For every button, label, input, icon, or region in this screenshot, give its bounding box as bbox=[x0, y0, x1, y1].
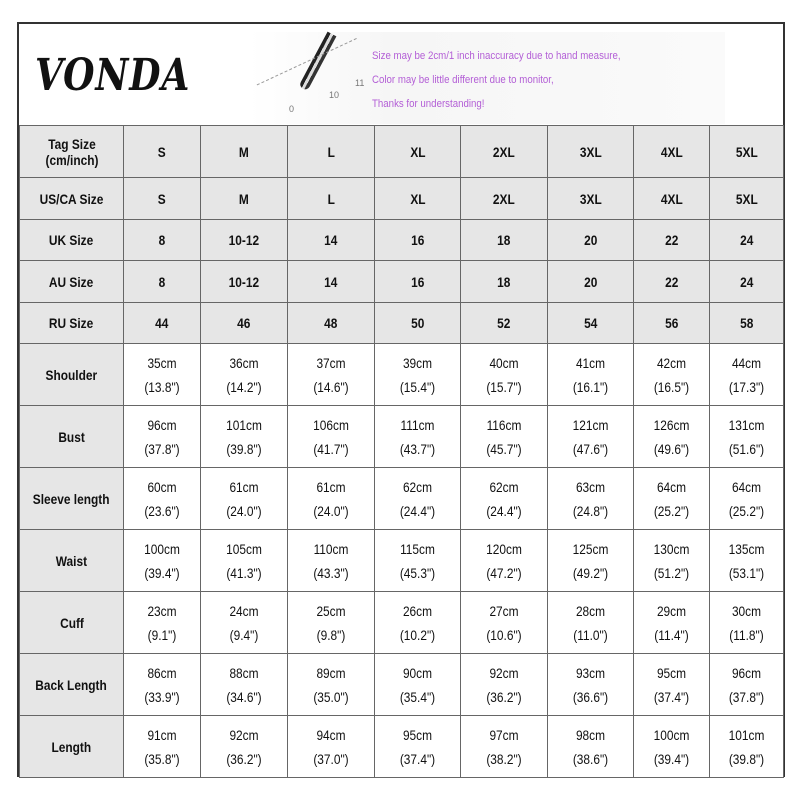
cm-value: 89cm bbox=[316, 664, 346, 681]
measurement-cell bbox=[124, 654, 201, 716]
measurement-cell bbox=[375, 716, 461, 778]
cm-value: 135cm bbox=[728, 540, 765, 557]
inch-value: (37.4") bbox=[399, 750, 436, 767]
size-cell bbox=[461, 126, 548, 178]
measurement-cell bbox=[634, 344, 710, 406]
measurement-cell bbox=[461, 716, 548, 778]
row-label bbox=[20, 716, 124, 778]
measurement-cell bbox=[710, 468, 784, 530]
note-line: Color may be little different due to monitor, bbox=[372, 74, 554, 86]
cm-value: 64cm bbox=[656, 478, 687, 495]
size-value: 22 bbox=[664, 273, 679, 290]
measurement-cell bbox=[288, 592, 375, 654]
cm-value: 100cm bbox=[144, 540, 180, 557]
measurement-cell bbox=[548, 654, 634, 716]
row-label-text: Tag Size (cm/inch) bbox=[45, 135, 98, 168]
size-cell bbox=[634, 126, 710, 178]
inch-value: (24.4") bbox=[399, 502, 436, 519]
cm-value: 92cm bbox=[489, 664, 519, 681]
cm-value: 64cm bbox=[731, 478, 762, 495]
size-value: 48 bbox=[324, 315, 338, 331]
size-chart bbox=[17, 22, 785, 777]
size-value: L bbox=[327, 190, 335, 207]
measurement-cell bbox=[375, 654, 461, 716]
measurement-cell bbox=[124, 592, 201, 654]
cm-value: 24cm bbox=[229, 602, 259, 619]
inch-value: (10.2") bbox=[399, 626, 436, 643]
banner bbox=[19, 24, 783, 127]
cm-value: 105cm bbox=[226, 540, 262, 557]
size-value: 50 bbox=[410, 315, 425, 331]
measurement-cell bbox=[461, 592, 548, 654]
size-value: 14 bbox=[324, 232, 338, 248]
cm-value: 91cm bbox=[147, 726, 177, 743]
inch-value: (49.2") bbox=[572, 564, 609, 581]
cm-value: 130cm bbox=[653, 540, 690, 557]
measurement-cell bbox=[288, 654, 375, 716]
size-cell bbox=[375, 303, 461, 344]
size-value: 5XL bbox=[735, 190, 758, 207]
inch-value: (36.6") bbox=[572, 688, 609, 705]
measurement-cell bbox=[710, 592, 784, 654]
cm-value: 98cm bbox=[575, 726, 606, 743]
cm-value: 28cm bbox=[575, 602, 606, 619]
size-cell bbox=[710, 261, 784, 303]
inch-value: (24.0") bbox=[226, 502, 262, 519]
measurement-cell bbox=[634, 654, 710, 716]
size-value: 58 bbox=[739, 315, 754, 331]
inch-value: (14.6") bbox=[313, 378, 349, 395]
inch-value: (41.7") bbox=[313, 440, 349, 457]
cm-value: 92cm bbox=[229, 726, 259, 743]
size-cell bbox=[461, 178, 548, 220]
inch-value: (39.8") bbox=[226, 440, 262, 457]
size-value: 10-12 bbox=[228, 232, 260, 248]
cm-value: 62cm bbox=[489, 478, 519, 495]
row-label bbox=[20, 592, 124, 654]
size-cell bbox=[710, 126, 784, 178]
inch-value: (34.6") bbox=[226, 688, 262, 705]
size-value: 18 bbox=[497, 232, 511, 248]
inch-value: (37.8") bbox=[144, 440, 180, 457]
inch-value: (9.1") bbox=[147, 626, 177, 643]
measurement-cell bbox=[461, 344, 548, 406]
size-value: 20 bbox=[583, 232, 598, 248]
measurement-cell bbox=[288, 468, 375, 530]
size-cell bbox=[201, 178, 288, 220]
cm-value: 26cm bbox=[402, 602, 433, 619]
size-cell bbox=[375, 261, 461, 303]
size-value: 8 bbox=[158, 273, 166, 290]
inch-value: (43.7") bbox=[399, 440, 436, 457]
size-row bbox=[20, 220, 784, 261]
size-cell bbox=[288, 220, 375, 261]
measurement-cell bbox=[634, 468, 710, 530]
measurement-cell bbox=[461, 530, 548, 592]
cm-value: 86cm bbox=[147, 664, 177, 681]
measurement-row bbox=[20, 592, 784, 654]
inch-value: (14.2") bbox=[226, 378, 262, 395]
ruler-number: 11 bbox=[355, 78, 365, 88]
inch-value: (23.6") bbox=[144, 502, 180, 519]
cm-value: 120cm bbox=[486, 540, 522, 557]
cm-value: 61cm bbox=[316, 478, 346, 495]
measurement-cell bbox=[201, 530, 288, 592]
size-table bbox=[19, 125, 784, 778]
cm-value: 106cm bbox=[313, 416, 349, 433]
row-label bbox=[20, 344, 124, 406]
size-value: 22 bbox=[664, 232, 679, 248]
measurement-cell bbox=[124, 468, 201, 530]
cm-value: 94cm bbox=[316, 726, 346, 743]
measurement-row bbox=[20, 654, 784, 716]
size-cell bbox=[288, 178, 375, 220]
size-cell bbox=[124, 303, 201, 344]
measurement-cell bbox=[201, 654, 288, 716]
size-value: 18 bbox=[497, 273, 511, 290]
measurement-cell bbox=[288, 344, 375, 406]
cm-value: 23cm bbox=[147, 602, 177, 619]
size-value: 4XL bbox=[660, 190, 683, 207]
size-cell bbox=[124, 178, 201, 220]
measurement-cell bbox=[634, 592, 710, 654]
measurement-cell bbox=[548, 530, 634, 592]
inch-value: (33.9") bbox=[144, 688, 180, 705]
size-value: 14 bbox=[324, 273, 338, 290]
cm-value: 115cm bbox=[400, 540, 435, 557]
measurement-cell bbox=[710, 530, 784, 592]
measurement-cell bbox=[634, 530, 710, 592]
measurement-cell bbox=[710, 716, 784, 778]
inch-value: (35.8") bbox=[144, 750, 180, 767]
measurement-cell bbox=[124, 406, 201, 468]
row-label bbox=[20, 126, 124, 178]
measurement-row bbox=[20, 344, 784, 406]
measurement-cell bbox=[461, 654, 548, 716]
brand-logo: VONDA bbox=[35, 50, 191, 101]
cm-value: 27cm bbox=[489, 602, 519, 619]
row-label bbox=[20, 530, 124, 592]
row-label bbox=[20, 406, 124, 468]
size-cell bbox=[288, 261, 375, 303]
row-label bbox=[20, 468, 124, 530]
cm-value: 110cm bbox=[313, 540, 349, 557]
size-cell bbox=[288, 126, 375, 178]
cm-value: 116cm bbox=[486, 416, 522, 433]
size-value: 8 bbox=[158, 232, 166, 248]
inch-value: (39.8") bbox=[728, 750, 765, 767]
inch-value: (24.0") bbox=[313, 502, 349, 519]
cm-value: 30cm bbox=[731, 602, 762, 619]
inch-value: (17.3") bbox=[728, 378, 765, 395]
size-cell bbox=[375, 178, 461, 220]
size-value: 16 bbox=[410, 273, 425, 290]
size-cell bbox=[710, 303, 784, 344]
cm-value: 121cm bbox=[572, 416, 609, 433]
measurement-cell bbox=[548, 468, 634, 530]
size-value: 10-12 bbox=[228, 273, 260, 290]
cm-value: 95cm bbox=[656, 664, 687, 681]
cm-value: 97cm bbox=[489, 726, 519, 743]
inch-value: (47.6") bbox=[572, 440, 609, 457]
inch-value: (39.4") bbox=[653, 750, 690, 767]
size-value: XL bbox=[409, 143, 426, 160]
size-cell bbox=[201, 220, 288, 261]
size-cell bbox=[634, 178, 710, 220]
measurement-cell bbox=[375, 344, 461, 406]
inch-value: (49.6") bbox=[653, 440, 690, 457]
size-value: 16 bbox=[410, 232, 425, 248]
cm-value: 41cm bbox=[575, 354, 606, 371]
size-cell bbox=[124, 126, 201, 178]
inch-value: (43.3") bbox=[313, 564, 349, 581]
size-cell bbox=[288, 303, 375, 344]
inch-value: (51.6") bbox=[728, 440, 765, 457]
inch-value: (47.2") bbox=[486, 564, 522, 581]
cm-value: 95cm bbox=[402, 726, 433, 743]
inch-value: (35.4") bbox=[399, 688, 436, 705]
inch-value: (24.8") bbox=[572, 502, 609, 519]
size-cell bbox=[548, 261, 634, 303]
measurement-cell bbox=[634, 406, 710, 468]
size-value: 3XL bbox=[579, 143, 602, 160]
row-label bbox=[20, 303, 124, 344]
size-value: L bbox=[327, 143, 335, 160]
cm-value: 101cm bbox=[226, 416, 262, 433]
size-cell bbox=[710, 178, 784, 220]
cm-value: 44cm bbox=[731, 354, 762, 371]
measurement-cell bbox=[288, 406, 375, 468]
measurement-cell bbox=[710, 344, 784, 406]
size-cell bbox=[548, 126, 634, 178]
inch-value: (36.2") bbox=[486, 688, 522, 705]
size-cell bbox=[124, 220, 201, 261]
size-row bbox=[20, 303, 784, 344]
size-value: 20 bbox=[583, 273, 598, 290]
size-cell bbox=[461, 303, 548, 344]
size-cell bbox=[461, 261, 548, 303]
measurement-row bbox=[20, 406, 784, 468]
measurement-cell bbox=[548, 344, 634, 406]
size-cell bbox=[201, 261, 288, 303]
size-value: 46 bbox=[237, 315, 251, 331]
cm-value: 90cm bbox=[402, 664, 433, 681]
measurement-cell bbox=[375, 530, 461, 592]
size-value: XL bbox=[409, 190, 426, 207]
size-value: 52 bbox=[497, 315, 511, 331]
size-value: 54 bbox=[583, 315, 598, 331]
size-value: S bbox=[158, 143, 166, 160]
measurement-cell bbox=[375, 592, 461, 654]
cm-value: 101cm bbox=[728, 726, 765, 743]
ruler-number: 10 bbox=[329, 90, 340, 100]
measurement-cell bbox=[124, 530, 201, 592]
inch-value: (37.4") bbox=[653, 688, 690, 705]
inch-value: (24.4") bbox=[486, 502, 522, 519]
inch-value: (35.0") bbox=[313, 688, 349, 705]
cm-value: 36cm bbox=[229, 354, 259, 371]
size-value: M bbox=[239, 190, 249, 207]
size-row bbox=[20, 126, 784, 178]
measurement-cell bbox=[201, 592, 288, 654]
inch-value: (16.5") bbox=[653, 378, 690, 395]
measurement-cell bbox=[461, 468, 548, 530]
measurement-cell bbox=[288, 716, 375, 778]
row-label-text: Shoulder bbox=[45, 366, 98, 383]
disclaimer-notes bbox=[372, 44, 621, 116]
cm-value: 25cm bbox=[316, 602, 346, 619]
measurement-cell bbox=[461, 406, 548, 468]
row-label bbox=[20, 654, 124, 716]
inch-value: (51.2") bbox=[653, 564, 690, 581]
row-label bbox=[20, 178, 124, 220]
cm-value: 100cm bbox=[653, 726, 690, 743]
cm-value: 93cm bbox=[575, 664, 606, 681]
ruler-number: 0 bbox=[289, 104, 295, 114]
size-value: 44 bbox=[155, 315, 169, 331]
size-value: M bbox=[239, 143, 249, 160]
inch-value: (9.4") bbox=[229, 626, 259, 643]
row-label-text: Back Length bbox=[35, 676, 108, 693]
cm-value: 88cm bbox=[229, 664, 259, 681]
cm-value: 131cm bbox=[728, 416, 765, 433]
size-cell bbox=[548, 303, 634, 344]
row-label-text: AU Size bbox=[49, 273, 94, 290]
cm-value: 35cm bbox=[147, 354, 177, 371]
inch-value: (41.3") bbox=[226, 564, 262, 581]
note-line: Size may be 2cm/1 inch inaccuracy due to hand measure, bbox=[372, 50, 621, 62]
measurement-cell bbox=[201, 406, 288, 468]
size-value: 24 bbox=[739, 232, 754, 248]
measurement-cell bbox=[375, 406, 461, 468]
size-value: 24 bbox=[739, 273, 754, 290]
measurement-row bbox=[20, 530, 784, 592]
row-label bbox=[20, 261, 124, 303]
note-line: Thanks for understanding! bbox=[372, 98, 485, 110]
inch-value: (36.2") bbox=[226, 750, 262, 767]
size-value: S bbox=[158, 190, 166, 207]
inch-value: (25.2") bbox=[653, 502, 690, 519]
measurement-cell bbox=[201, 468, 288, 530]
inch-value: (38.6") bbox=[572, 750, 609, 767]
inch-value: (53.1") bbox=[728, 564, 765, 581]
cm-value: 63cm bbox=[575, 478, 606, 495]
size-cell bbox=[124, 261, 201, 303]
measurement-cell bbox=[201, 716, 288, 778]
inch-value: (25.2") bbox=[728, 502, 765, 519]
size-value: 4XL bbox=[660, 143, 683, 160]
inch-value: (11.4") bbox=[654, 626, 689, 643]
row-label-text: UK Size bbox=[49, 232, 94, 248]
inch-value: (10.6") bbox=[486, 626, 522, 643]
size-value: 3XL bbox=[579, 190, 602, 207]
cm-value: 96cm bbox=[147, 416, 177, 433]
inch-value: (39.4") bbox=[144, 564, 180, 581]
inch-value: (45.3") bbox=[399, 564, 436, 581]
cm-value: 126cm bbox=[653, 416, 690, 433]
size-value: 2XL bbox=[493, 143, 515, 160]
cm-value: 60cm bbox=[147, 478, 177, 495]
size-cell bbox=[634, 220, 710, 261]
inch-value: (37.8") bbox=[728, 688, 765, 705]
row-label-text: Length bbox=[51, 738, 92, 755]
size-cell bbox=[634, 261, 710, 303]
size-value: 56 bbox=[664, 315, 679, 331]
row-label-text: Bust bbox=[58, 428, 85, 445]
measurement-row bbox=[20, 468, 784, 530]
inch-value: (11.8") bbox=[729, 626, 764, 643]
cm-value: 111cm bbox=[400, 416, 435, 433]
inch-value: (9.8") bbox=[316, 626, 346, 643]
inch-value: (15.4") bbox=[399, 378, 436, 395]
cm-value: 61cm bbox=[229, 478, 259, 495]
measurement-cell bbox=[375, 468, 461, 530]
inch-value: (13.8") bbox=[144, 378, 180, 395]
size-cell bbox=[548, 220, 634, 261]
cm-value: 40cm bbox=[489, 354, 519, 371]
measurement-cell bbox=[548, 716, 634, 778]
size-value: 5XL bbox=[735, 143, 758, 160]
measurement-cell bbox=[710, 406, 784, 468]
measurement-cell bbox=[634, 716, 710, 778]
size-cell bbox=[548, 178, 634, 220]
inch-value: (37.0") bbox=[313, 750, 349, 767]
size-cell bbox=[375, 220, 461, 261]
cm-value: 96cm bbox=[731, 664, 762, 681]
row-label-text: Sleeve length bbox=[33, 490, 110, 507]
size-row bbox=[20, 261, 784, 303]
size-cell bbox=[201, 126, 288, 178]
cm-value: 62cm bbox=[402, 478, 433, 495]
measurement-cell bbox=[548, 592, 634, 654]
measurement-cell bbox=[124, 716, 201, 778]
cm-value: 42cm bbox=[656, 354, 687, 371]
inch-value: (45.7") bbox=[486, 440, 522, 457]
row-label-text: Cuff bbox=[59, 614, 84, 631]
row-label-text: Waist bbox=[55, 552, 88, 569]
inch-value: (16.1") bbox=[572, 378, 609, 395]
size-cell bbox=[634, 303, 710, 344]
measurement-cell bbox=[710, 654, 784, 716]
row-label-text: RU Size bbox=[49, 315, 94, 331]
size-cell bbox=[461, 220, 548, 261]
size-cell bbox=[375, 126, 461, 178]
cm-value: 37cm bbox=[316, 354, 346, 371]
measurement-cell bbox=[124, 344, 201, 406]
size-cell bbox=[201, 303, 288, 344]
measurement-cell bbox=[288, 530, 375, 592]
measurement-cell bbox=[201, 344, 288, 406]
inch-value: (38.2") bbox=[486, 750, 522, 767]
cm-value: 125cm bbox=[572, 540, 609, 557]
size-value: 2XL bbox=[493, 190, 515, 207]
row-label-text: US/CA Size bbox=[39, 190, 104, 207]
inch-value: (11.0") bbox=[573, 626, 608, 643]
measurement-cell bbox=[548, 406, 634, 468]
size-row bbox=[20, 178, 784, 220]
inch-value: (15.7") bbox=[486, 378, 522, 395]
size-cell bbox=[710, 220, 784, 261]
row-label bbox=[20, 220, 124, 261]
cm-value: 39cm bbox=[402, 354, 433, 371]
measurement-row bbox=[20, 716, 784, 778]
cm-value: 29cm bbox=[656, 602, 687, 619]
